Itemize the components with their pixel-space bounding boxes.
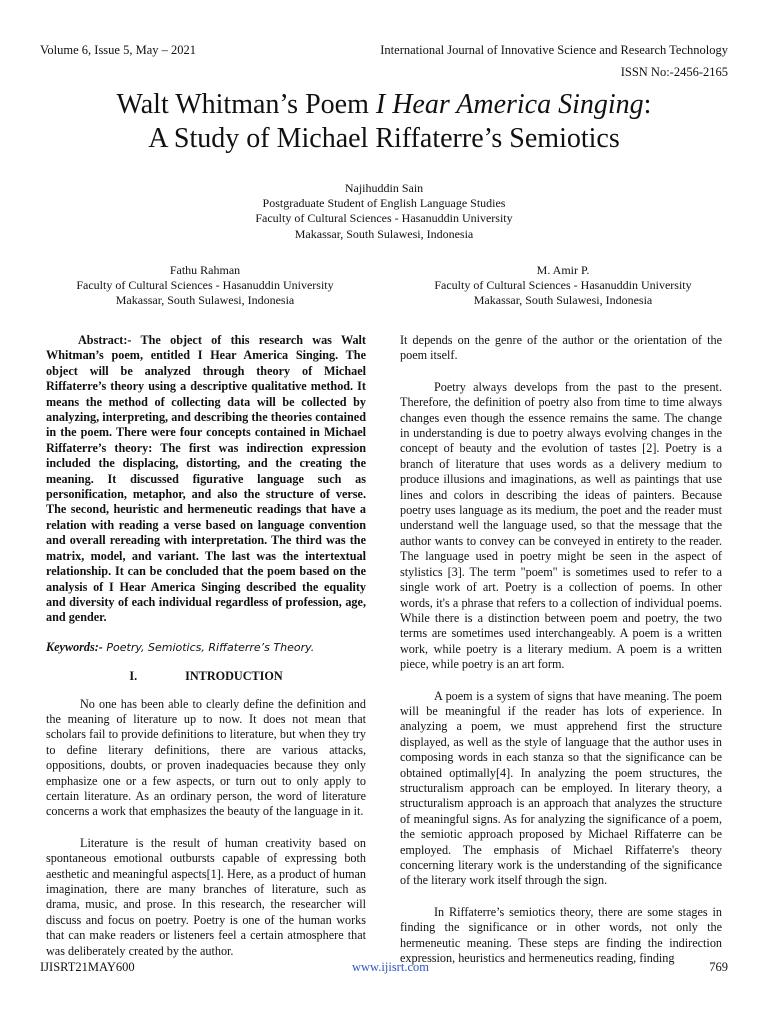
paragraph: In Riffaterre’s semiotics theory, there are some stages in finding the significance or in other words, not only the hermeneutic meaning. These steps are finding the indirection expression, heuristics and hermeneutics reading, finding (400, 904, 722, 966)
author-name: Najihuddin Sain (344, 181, 424, 195)
title-suffix: : (643, 89, 652, 120)
author-affiliation: Postgraduate Student of English Language Studies (262, 196, 506, 211)
author-affiliation: Faculty of Cultural Sciences - Hasanuddin University (76, 278, 334, 293)
author-name: Fathu Rahman (169, 263, 241, 277)
author-affiliation: Makassar, South Sulawesi, Indonesia (473, 293, 653, 308)
abstract-label: Abstract:- (78, 333, 132, 347)
paragraph: Literature is the result of human creativity based on spontaneous emotional outbursts capable of expressing both aesthetic and meaningful aspects[1]. Here, as a product of human imagination, there are many branches of literature, such as drama, music, and prose. In this research, the researcher will discuss and focus on poetry. Poetry is one of the human works that can make readers or listeners feel a certain atmosphere that was deliberately created by the author. (46, 835, 366, 958)
keywords-text: Poetry, Semiotics, Riffaterre’s Theory. (102, 640, 315, 654)
author-left (40, 263, 370, 309)
author-name: M. Amir P. (536, 263, 590, 277)
title-poem-name: I Hear America Singing (375, 89, 644, 120)
author-affiliation: Makassar, South Sulawesi, Indonesia (294, 226, 474, 241)
author-right (398, 263, 728, 309)
header-issn: ISSN No:-2456-2165 (620, 65, 728, 79)
paragraph: It depends on the genre of the author or the orientation of the poem itself. (400, 333, 722, 363)
footer-page-number: 769 (709, 960, 728, 974)
author-affiliation: Faculty of Cultural Sciences - Hasanuddin University (255, 211, 513, 226)
paragraph: A poem is a system of signs that have meaning. The poem will be meaningful if the reader has lots of experience. In analyzing a poem, we must apprehend first the structure displayed, as well as the style of language that the author uses in composing words in each stanza so that the significance can be obtained optimally[4]. In analyzing the poem structures, the structuralism approach can be employed. In literary theory, a structuralism approach is an approach that analyzes the structure of meaningful signs. As for analyzing the significance of a poem, the semiotic approach proposed by Michael Riffaterre can be employed. The emphasis of Michael Riffaterre's theory concerning literary work is the understanding of the significance of the literary work itself through the sign. (400, 688, 722, 888)
section-title: INTRODUCTION (185, 669, 283, 684)
keywords-label: Keywords:- (46, 639, 103, 654)
section-number: I. (129, 669, 138, 684)
title-prefix: Walt Whitman’s Poem (116, 89, 376, 120)
paper-title-line2: A Study of Michael Riffaterre’s Semiotics (148, 123, 620, 154)
header-volume: Volume 6, Issue 5, May – 2021 (40, 43, 197, 57)
footer-website-link[interactable]: www.ijisrt.com (352, 960, 429, 974)
left-column (46, 333, 366, 959)
header-journal: International Journal of Innovative Science and Research Technology (380, 43, 728, 57)
keywords (46, 640, 366, 655)
footer-paper-id: IJISRT21MAY600 (40, 960, 135, 974)
abstract-text: The object of this research was Walt Whitman’s poem, entitled I Hear America Singing. The object will be analyzed through theory of Michael Riffaterre’s theory using a descriptive qualitative method. It means the method of collecting data will be collected by analyzing, interpreting, and describing the theories contained in the poem. There were four concepts contained in Michael Riffaterre’s theory: The first was indirection expression included the displacing, distorting, and the creating the meaning. It discussed figurative language such as personification, metaphor, and also the structure of verse. The second, heuristic and hermeneutic readings that have a relation with reading a verse based on language convention and overall rereading with interpretation. The third was the matrix, model, and variant. The last was the intertextual relationship. It can be concluded that the poem based on the analysis of I Hear America Singing described the equality and diversity of each individual regardless of profession, age, and gender. (46, 333, 366, 625)
author-affiliation: Faculty of Cultural Sciences - Hasanuddin University (434, 278, 692, 293)
paragraph: No one has been able to clearly define the definition and the meaning of literature up to now. It does not mean that scholars fail to provide definitions to literature, but when they try to define literary definitions, there are various attacks, oppositions, doubts, or proven inadequacies because they only emphasize one or a few aspects, or turn out to only apply to certain literature. As an ordinary person, the word of literature concerns a work that emphasizes the beauty of the language in it. (46, 696, 366, 819)
section-heading (46, 669, 366, 684)
paper-title-line1 (40, 88, 728, 122)
author-main (40, 181, 728, 242)
right-column (400, 333, 722, 966)
author-affiliation: Makassar, South Sulawesi, Indonesia (115, 293, 295, 308)
abstract (46, 333, 366, 626)
paragraph: Poetry always develops from the past to the present. Therefore, the definition of poetry also from time to time always changes even though the essence remains the same. The change in understanding is due to poetry always evolving changes in the concept of beauty and the evolution of tastes [2]. Poetry is a branch of literature that uses words as a delivery medium to produce illusions and imaginations, as well as paintings that use lines and colors in describing the ideas of painters. Because poetry uses language as its medium, the poet and the reader must understand well the language used, so that the message that the author wants to convey can be conveyed in entirety to the reader. The language used in poetry might be seen in the aspect of stylistics [3]. The term "poem" is sometimes used to refer to a single work of art. Poetry is a collection of poems. In other words, it's a phrase that refers to a collection of individual poems. While there is a distinction between poem and poetry, the two terms are sometimes used interchangeably. A poem is a written work, while poetry is a literary medium. A poem is a written piece, while poetry is an art form. (400, 379, 722, 672)
